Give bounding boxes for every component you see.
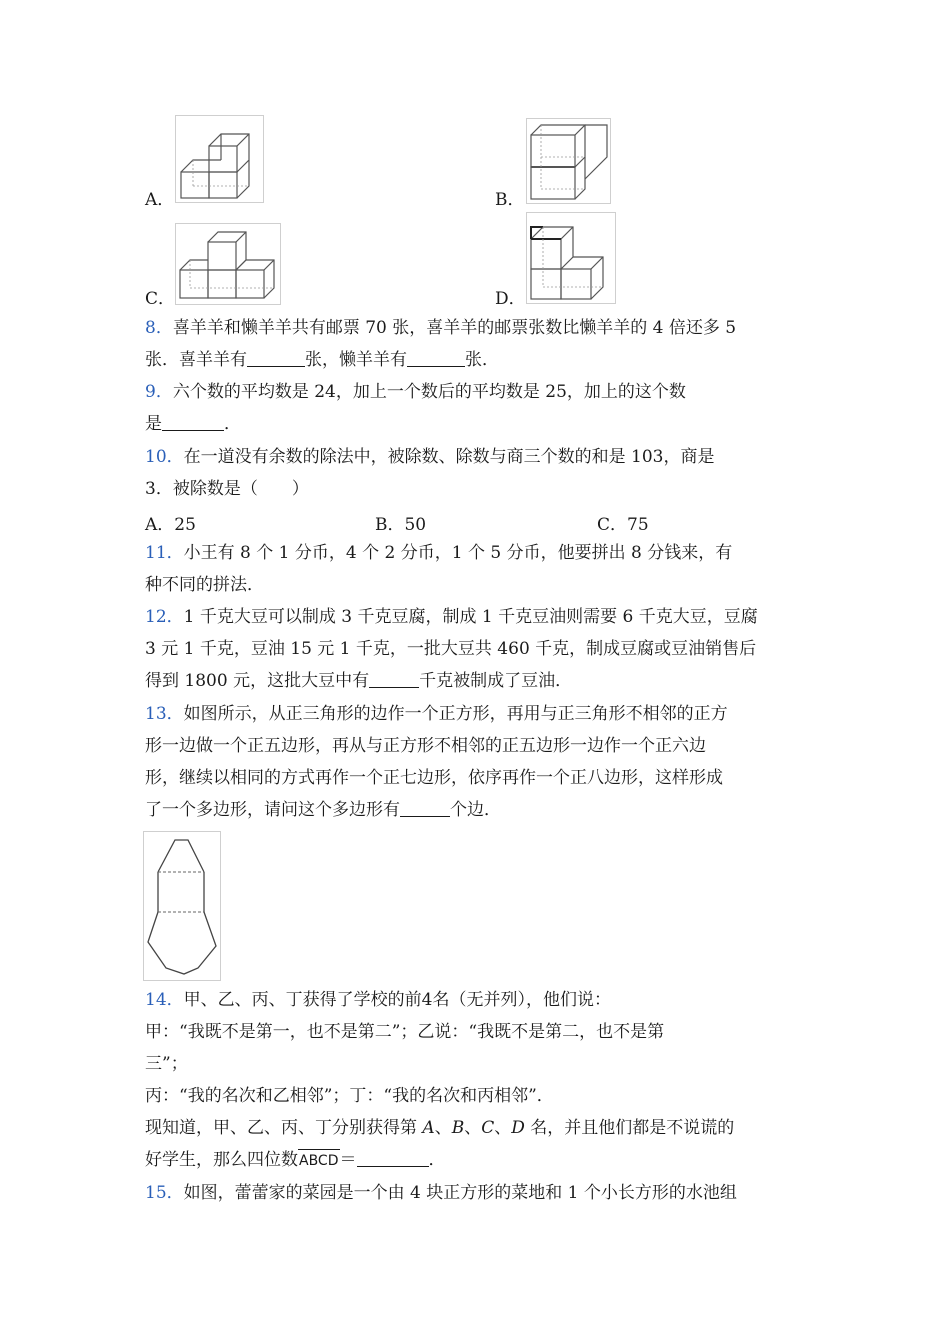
- question-13-line-4: [145, 799, 810, 821]
- question-10-line-2: [145, 478, 810, 500]
- question-text: 张．喜羊羊有: [145, 350, 247, 370]
- question-text: 种不同的拼法．: [145, 575, 264, 595]
- question-text: ．: [224, 414, 241, 434]
- question-9-line-2: [145, 413, 810, 435]
- question-text: 三”；: [145, 1054, 188, 1074]
- option-b-label: B．: [495, 190, 525, 210]
- question-text: 张．: [465, 350, 499, 370]
- question-text: ．: [428, 1150, 446, 1170]
- question-number: 14．: [145, 990, 184, 1010]
- question-text: 张，懒羊羊有: [305, 350, 407, 370]
- separator: 、: [464, 1118, 482, 1138]
- question-text: 六个数的平均数是 24，加上一个数后的平均数是 25，加上的这个数: [172, 382, 686, 402]
- question-text: 形，继续以相同的方式再作一个正七边形，依序再作一个正八边形，这样形成: [145, 768, 723, 788]
- question-14-line-3: [145, 1053, 810, 1075]
- question-text: 好学生，那么四位数: [145, 1150, 298, 1170]
- question-13-line-1: [145, 703, 810, 725]
- option-d-label: D．: [495, 289, 526, 309]
- option-b: B．50: [375, 515, 427, 535]
- question-text: 得到 1800 元，这批大豆中有: [145, 671, 370, 691]
- question-10-line-1: [145, 446, 810, 468]
- question-text: 是: [145, 414, 162, 434]
- question-11-line-1: [145, 542, 810, 564]
- question-number: 11．: [145, 543, 184, 563]
- variable-a: A: [422, 1118, 435, 1138]
- question-text: 在一道没有余数的除法中，被除数、除数与商三个数的和是 103，商是: [183, 447, 715, 467]
- question-9-line-1: [145, 381, 810, 403]
- question-number: 15．: [145, 1183, 184, 1203]
- question-12-line-3: [145, 670, 810, 692]
- question-text: 丙：“我的名次和乙相邻”；丁：“我的名次和丙相邻”．: [145, 1086, 554, 1106]
- question-text: 1 千克大豆可以制成 3 千克豆腐，制成 1 千克豆油则需要 6 千克大豆，豆腐: [183, 607, 758, 627]
- question-number: 9．: [145, 382, 173, 402]
- question-number: 12．: [145, 607, 184, 627]
- question-text: 千克被制成了豆油．: [419, 671, 573, 691]
- cubes-figure-a: [175, 115, 264, 203]
- question-text: 甲、乙、丙、丁获得了学校的前4名（无并列），他们说：: [183, 990, 611, 1010]
- question-text: 小王有 8 个 1 分币，4 个 2 分币，1 个 5 分币，他要拼出 8 分钱来，有: [183, 543, 733, 563]
- question-number: 10．: [145, 447, 184, 467]
- question-15-line-1: [145, 1182, 810, 1204]
- question-text: 如图，蕾蕾家的菜园是一个由 4 块正方形的菜地和 1 个小长方形的水池组: [183, 1183, 737, 1203]
- overlined-number: ABCD: [298, 1150, 340, 1172]
- question-13-line-2: [145, 735, 810, 757]
- question-text: 名，并且他们都是不说谎的: [524, 1118, 735, 1138]
- question-number: 13．: [145, 704, 184, 724]
- question-text: 如图所示，从正三角形的边作一个正方形，再用与正三角形不相邻的正方: [183, 704, 728, 724]
- answer-blank[interactable]: [162, 414, 224, 431]
- variable-b: B: [451, 1118, 465, 1138]
- variable-c: C: [481, 1118, 495, 1138]
- question-text: 个边．: [450, 800, 501, 820]
- cubes-figure-b: [526, 118, 611, 204]
- question-12-line-1: [145, 606, 810, 628]
- separator: 、: [434, 1118, 452, 1138]
- answer-blank[interactable]: [400, 800, 450, 817]
- question-text: 现知道，甲、乙、丙、丁分别获得第: [145, 1118, 423, 1138]
- question-text: 3 元 1 千克，豆油 15 元 1 千克，一批大豆共 460 千克，制成豆腐或豆油销售后: [145, 639, 757, 659]
- question-text: 3．被除数是（ ）: [145, 479, 309, 499]
- question-11-line-2: [145, 574, 810, 596]
- option-c-label: C．: [145, 289, 176, 309]
- separator: 、: [494, 1118, 512, 1138]
- option-a: A．25: [145, 515, 196, 535]
- question-text: 甲：“我既不是第一，也不是第二”；乙说：“我既不是第二，也不是第: [145, 1022, 665, 1042]
- question-14-line-6: [145, 1149, 810, 1172]
- answer-blank[interactable]: [247, 350, 305, 367]
- answer-blank[interactable]: [357, 1150, 429, 1167]
- question-8-line-2: [145, 349, 810, 371]
- cubes-figure-c: [175, 223, 281, 305]
- question-14-line-2: [145, 1021, 810, 1043]
- question-text: 喜羊羊和懒羊羊共有邮票 70 张，喜羊羊的邮票张数比懒羊羊的 4 倍还多 5: [172, 318, 737, 338]
- question-14-line-5: [145, 1117, 810, 1139]
- question-text: 形一边做一个正五边形，再从与正方形不相邻的正五边形一边作一个正六边: [145, 736, 706, 756]
- question-13-line-3: [145, 767, 810, 789]
- variable-d: D: [511, 1118, 525, 1138]
- option-c: C．75: [597, 515, 649, 535]
- cubes-figure-d: [526, 212, 616, 304]
- answer-blank[interactable]: [369, 671, 419, 688]
- question-14-line-1: [145, 989, 810, 1011]
- question-12-line-2: [145, 638, 810, 660]
- answer-blank[interactable]: [407, 350, 465, 367]
- option-a-label: A．: [145, 190, 175, 210]
- equals-sign: ＝: [339, 1150, 357, 1170]
- question-14-line-4: [145, 1085, 810, 1107]
- question-8-line-1: [145, 317, 810, 339]
- question-text: 了一个多边形，请问这个多边形有: [145, 800, 400, 820]
- question-number: 8．: [145, 318, 173, 338]
- polygon-figure: [143, 831, 221, 981]
